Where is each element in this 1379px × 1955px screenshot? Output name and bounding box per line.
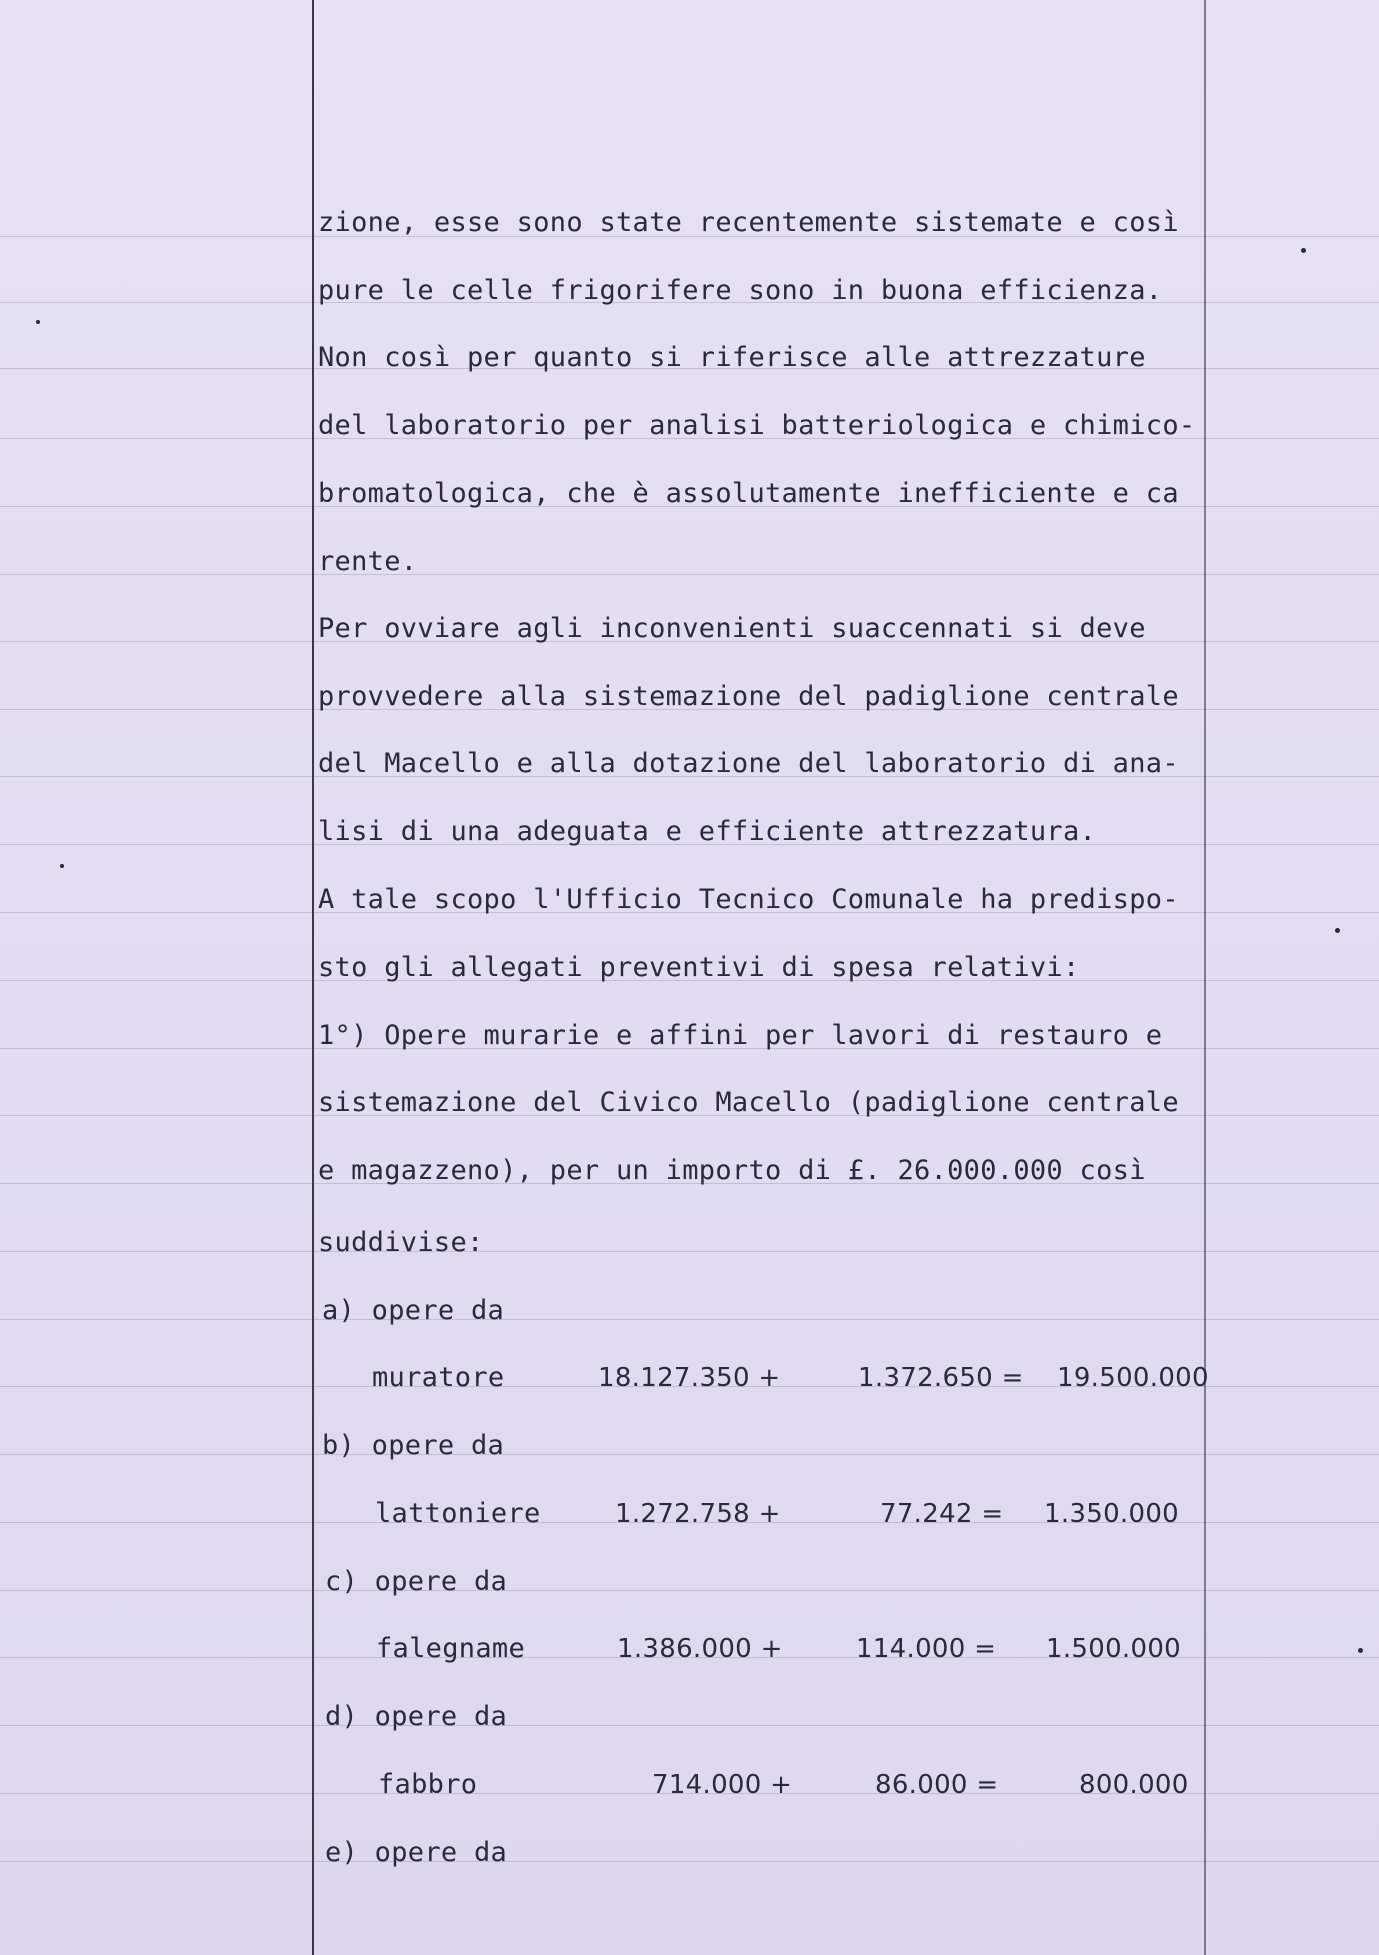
ruled-line [0,574,1379,575]
item-total-amount: 800.000 [1079,1770,1189,1800]
item-total-amount: 1.350.000 [1044,1499,1180,1529]
item-trade: falegname [376,1633,525,1664]
text-line: provvedere alla sistemazione del padiglione centrale [318,681,1179,712]
text-line: bromatologica, che è assolutamente inefficiente e ca [318,478,1179,509]
text-line: zione, esse sono state recentemente sistemate e così [318,207,1179,238]
text-line: e magazzeno), per un importo di £. 26.000.000 così [318,1155,1146,1186]
item-base-amount: 1.386.000 + [617,1634,783,1664]
paper-speck [1358,1648,1363,1653]
item-addition-amount: 77.242 = [880,1499,1004,1529]
text-line: del Macello e alla dotazione del laboratorio di ana- [318,748,1179,779]
item-addition-amount: 86.000 = [875,1770,999,1800]
left-margin-line [312,0,314,1955]
text-line: suddivise: [318,1227,484,1258]
item-label: e) opere da [325,1837,508,1868]
item-total-amount: 1.500.000 [1046,1634,1182,1664]
ruled-line [0,1319,1379,1320]
item-label: c) opere da [325,1566,508,1597]
item-total-amount: 19.500.000 [1057,1363,1209,1393]
text-line: del laboratorio per analisi batteriologica e chimico- [318,410,1196,441]
text-line: sistemazione del Civico Macello (padiglione centrale [318,1087,1179,1118]
text-line: lisi di una adeguata e efficiente attrezzatura. [318,816,1097,847]
ruled-line [0,1251,1379,1252]
item-base-amount: 18.127.350 + [598,1363,781,1393]
text-line: Non così per quanto si riferisce alle attrezzature [318,342,1146,373]
paper-speck [60,864,64,868]
item-label: d) opere da [325,1701,508,1732]
text-line: sto gli allegati preventivi di spesa relativi: [318,952,1080,983]
item-trade: muratore [372,1362,505,1393]
text-line: Per ovviare agli inconvenienti suaccennati si deve [318,613,1146,644]
ruled-line [0,1725,1379,1726]
ruled-line [0,1454,1379,1455]
paper-speck [1335,928,1340,933]
paper-speck [36,320,40,324]
item-base-amount: 1.272.758 + [615,1499,781,1529]
item-label: b) opere da [322,1430,505,1461]
text-line: pure le celle frigorifere sono in buona efficienza. [318,275,1163,306]
ruled-line [0,1861,1379,1862]
item-addition-amount: 114.000 = [856,1634,997,1664]
right-margin-line [1204,0,1206,1955]
item-label: a) opere da [322,1295,505,1326]
text-line: 1°) Opere murarie e affini per lavori di restauro e [318,1020,1163,1051]
text-line: A tale scopo l'Ufficio Tecnico Comunale ha predispo- [318,884,1179,915]
item-trade: fabbro [378,1769,478,1800]
text-line: rente. [318,546,418,577]
item-addition-amount: 1.372.650 = [858,1363,1024,1393]
item-trade: lattoniere [375,1498,541,1529]
ruled-line [0,1590,1379,1591]
paper-speck [1301,248,1306,253]
item-base-amount: 714.000 + [652,1770,793,1800]
